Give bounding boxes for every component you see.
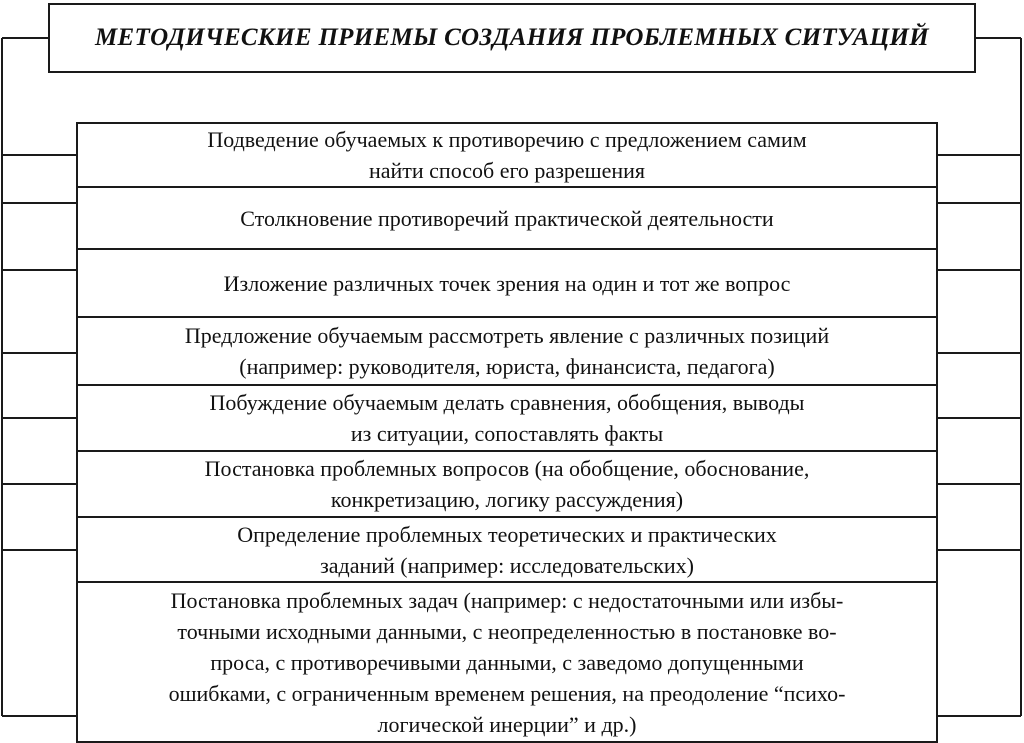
method-item-8: Постановка проблемных задач (например: с недостаточными или избы- точными исходными данными, с неопределенностью в постановке во- проса, с противоречивыми данными, с заведомо допущенными ошибками, с ограниченным временем решения, на преодоление “психо- логической инерции” и др.) — [76, 581, 938, 743]
method-item-3: Изложение различных точек зрения на один и тот же вопрос — [76, 248, 938, 318]
method-item-2: Столкновение противоречий практической деятельности — [76, 186, 938, 250]
method-item-5: Побуждение обучаемым делать сравнения, обобщения, выводы из ситуации, сопоставлять факты — [76, 384, 938, 452]
method-item-7: Определение проблемных теоретических и практических заданий (например: исследовательских) — [76, 516, 938, 583]
method-item-4: Предложение обучаемым рассмотреть явление с различных позиций (например: руководителя, юриста, финансиста, педагога) — [76, 316, 938, 386]
diagram-title: МЕТОДИЧЕСКИЕ ПРИЕМЫ СОЗДАНИЯ ПРОБЛЕМНЫХ СИТУАЦИЙ — [48, 3, 976, 73]
method-item-6: Постановка проблемных вопросов (на обобщение, обоснование, конкретизацию, логику рассуждения) — [76, 450, 938, 518]
method-item-1: Подведение обучаемых к противоречию с предложением самим найти способ его разрешения — [76, 122, 938, 188]
